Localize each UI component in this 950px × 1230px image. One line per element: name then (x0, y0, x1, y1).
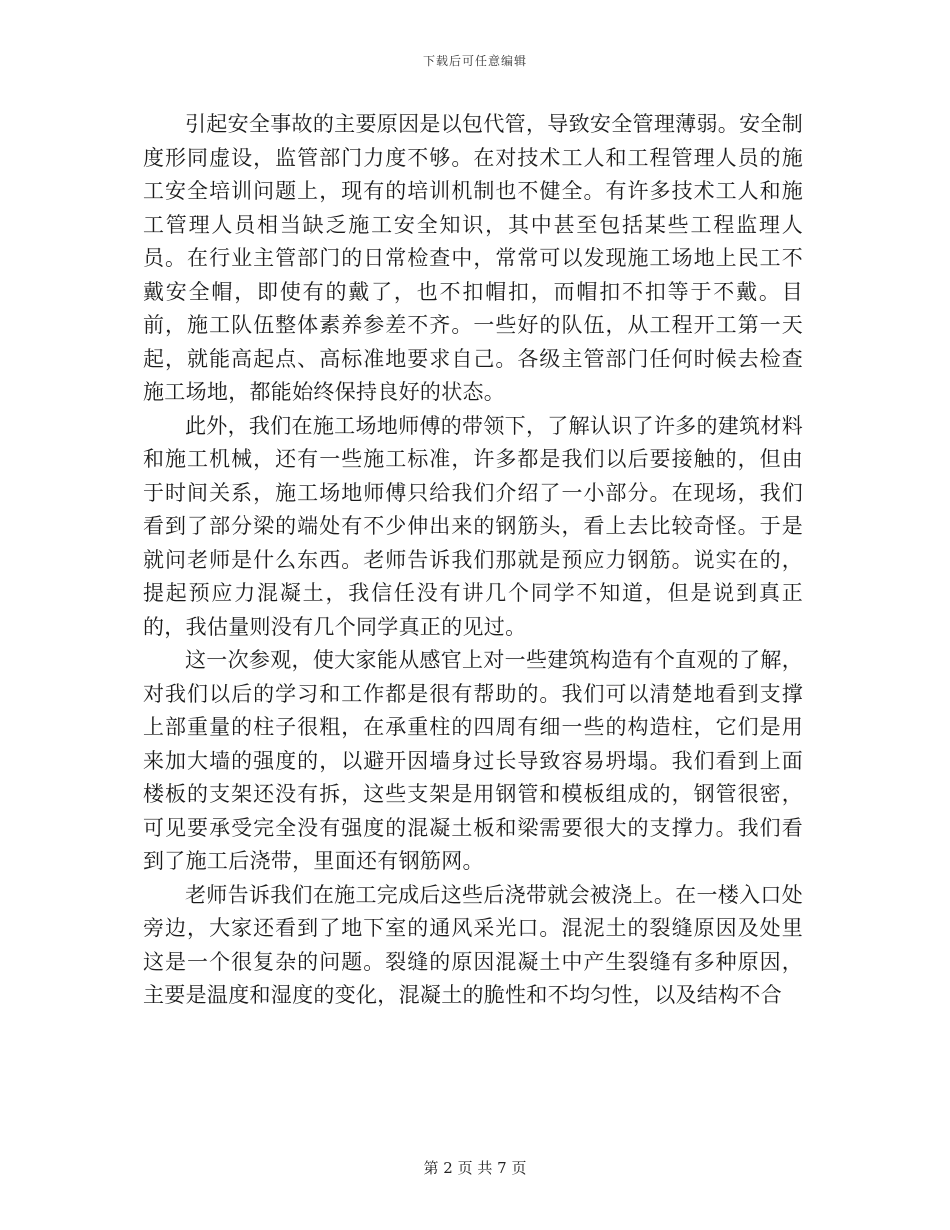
paragraph-cracks: 老师告诉我们在施工完成后这些后浇带就会被浇上。在一楼入口处旁边，大家还看到了地下室的通风采光口。混泥土的裂缝原因及处里这是一个很复杂的问题。裂缝的原因混凝土中产生裂缝有多种原因，主要是温度和湿度的变化，混凝土的脆性和不均匀性，以及结构不合 (143, 882, 803, 1007)
page-number: 第 2 页 共 7 页 (423, 1159, 527, 1177)
paragraph-visit: 这一次参观，使大家能从感官上对一些建筑构造有个直观的了解，对我们以后的学习和工作都是很有帮助的。我们可以清楚地看到支撑上部重量的柱子很粗，在承重柱的四周有细一些的构造柱，它们是用来加大墙的强度的，以避开因墙身过长导致容易坍塌。我们看到上面楼板的支架还没有拆，这些支架是用钢管和模板组成的，钢管很密，可见要承受完全没有强度的混凝土板和梁需要很大的支撑力。我们看到了施工后浇带，里面还有钢筋网。 (143, 648, 803, 873)
paragraph-safety-causes: 引起安全事故的主要原因是以包代管，导致安全管理薄弱。安全制度形同虚设，监管部门力度不够。在对技术工人和工程管理人员的施工安全培训问题上，现有的培训机制也不健全。有许多技术工人和施工管理人员相当缺乏施工安全知识，其中甚至包括某些工程监理人员。在行业主管部门的日常检查中，常常可以发现施工场地上民工不戴安全帽，即使有的戴了，也不扣帽扣，而帽扣不扣等于不戴。目前，施工队伍整体素养参差不齐。一些好的队伍，从工程开工第一天起，就能高起点、高标准地要求自己。各级主管部门任何时候去检查施工场地，都能始终保持良好的状态。 (143, 112, 803, 404)
page-header: 下载后可任意编辑 (422, 54, 527, 68)
body-text (143, 108, 803, 1013)
paragraph-materials: 此外，我们在施工场地师傅的带领下，了解认识了许多的建筑材料和施工机械，还有一些施工标准，许多都是我们以后要接触的，但由于时间关系，施工场地师傅只给我们介绍了一小部分。在现场，我们看到了部分梁的端处有不少伸出来的钢筋头，看上去比较奇怪。于是就问老师是什么东西。老师告诉我们那就是预应力钢筋。说实在的，提起预应力混凝土，我信任没有讲几个同学不知道，但是说到真正的，我估量则没有几个同学真正的见过。 (143, 413, 803, 639)
